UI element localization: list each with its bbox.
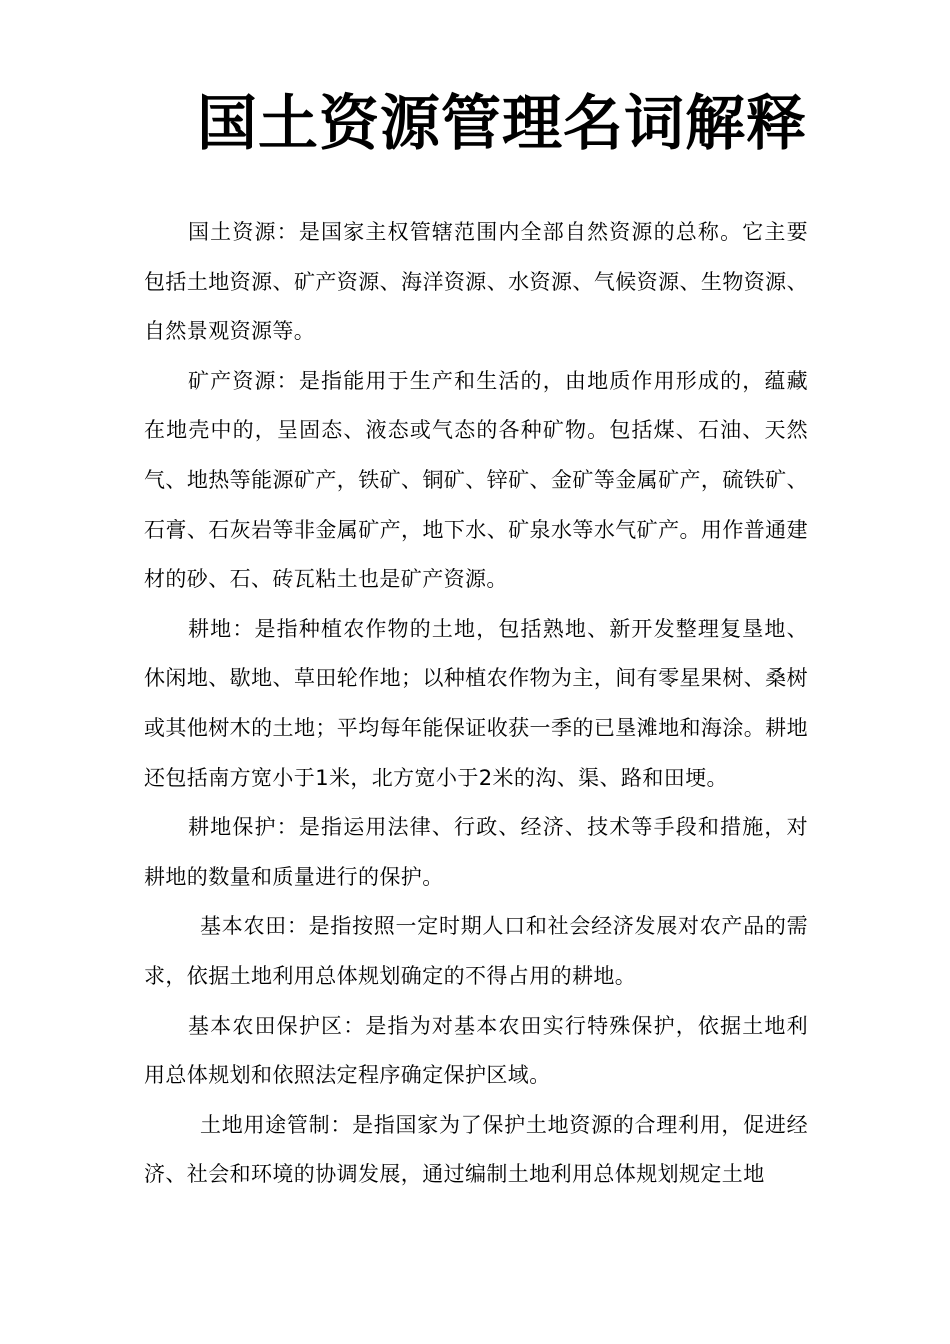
paragraph-kuangchan-ziyuan: 矿产资源：是指能用于生产和生活的，由地质作用形成的，蕴藏在地壳中的，呈固态、液态或气态的各种矿物。包括煤、石油、天然气、地热等能源矿产，铁矿、铜矿、锌矿、金矿等金属矿产，硫铁矿、石膏、石灰岩等非金属矿产，地下水、矿泉水等水气矿产。用作普通建材的砂、石、砖瓦粘土也是矿产资源。 (144, 368, 808, 592)
paragraph-gengdi-baohu: 耕地保护：是指运用法律、行政、经济、技术等手段和措施，对耕地的数量和质量进行的保护。 (144, 815, 808, 889)
paragraph-jiben-nongtian-baohuqu: 基本农田保护区：是指为对基本农田实行特殊保护，依据土地利用总体规划和依照法定程序确定保护区域。 (144, 1013, 808, 1088)
paragraph-gengdi: 耕地：是指种植农作物的土地，包括熟地、新开发整理复垦地、休闲地、歇地、草田轮作地；以种植农作物为主，间有零星果树、桑树或其他树木的土地；平均每年能保证收获一季的已垦滩地和海涂。耕地还包括南方宽小于1米，北方宽小于2米的沟、渠、路和田埂。 (144, 616, 808, 790)
paragraph-guotu-ziyuan: 国土资源：是国家主权管辖范围内全部自然资源的总称。它主要包括土地资源、矿产资源、海洋资源、水资源、气候资源、生物资源、自然景观资源等。 (144, 220, 808, 344)
document-title: 国土资源管理名词解释 (197, 89, 807, 159)
document-body (144, 208, 808, 1200)
paragraph-tudi-yongtu-guanzhi: 土地用途管制：是指国家为了保护土地资源的合理利用，促进经济、社会和环境的协调发展，通过编制土地利用总体规划规定土地 (144, 1112, 808, 1187)
paragraph-jiben-nongtian: 基本农田：是指按照一定时期人口和社会经济发展对农产品的需求，依据土地利用总体规划确定的不得占用的耕地。 (144, 914, 808, 988)
